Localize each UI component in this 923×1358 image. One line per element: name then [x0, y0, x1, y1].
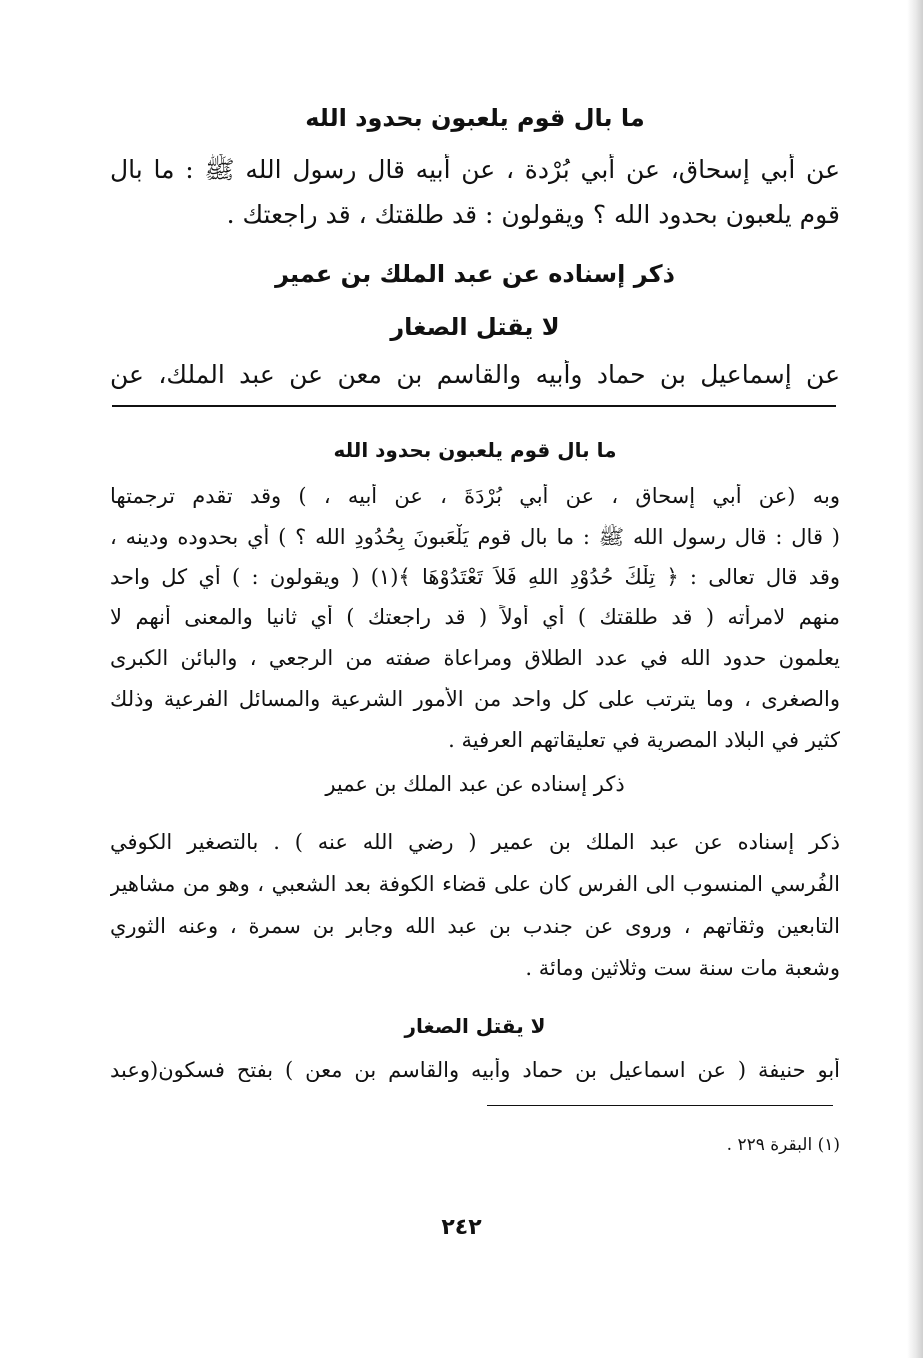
commentary-line: أبو حنيفة ( عن اسماعيل بن حماد وأبيه والقاسم بن معن ) بفتح فسكون(وعبد: [110, 1058, 840, 1082]
footnote-divider: [487, 1105, 833, 1106]
commentary-line: الفُرسي المنسوب الى الفرس كان على قضاء الكوفة بعد الشعبي ، وهو من مشاهير: [110, 872, 840, 896]
commentary-line: ( قال : قال رسول الله ﷺ : ما بال قوم يَلْعَبونَ بِحُدُودِ الله ؟ ) أي بحدوده ودينه ،: [110, 525, 840, 549]
commentary-line: منهم لامرأته ( قد طلقتك ) أي أولاً ( قد راجعتك ) أي ثانيا والمعنى أنهم لا: [110, 605, 840, 629]
main-text-line: عن إسماعيل بن حماد وأبيه والقاسم بن معن عن عبد الملك، عن: [110, 360, 840, 389]
commentary-line: وبه (عن أبي إسحاق ، عن أبي بُرْدَةَ ، عن أبيه ، ) وقد تقدم ترجمتها: [110, 484, 840, 508]
footnote: (١) البقرة ٢٢٩ .: [726, 1135, 840, 1155]
commentary-heading-2: ذكر إسناده عن عبد الملك بن عمير: [325, 772, 625, 796]
commentary-line: وشعبة مات سنة ست وثلاثين ومائة .: [525, 956, 840, 980]
page-number: ٢٤٢: [441, 1215, 482, 1240]
main-heading-1: ما بال قوم يلعبون بحدود الله: [305, 104, 645, 132]
scan-edge-shadow: [907, 0, 923, 1358]
commentary-line: والصغرى ، وما يترتب على كل واحد من الأمور الشرعية والمسائل الفرعية وذلك: [110, 687, 840, 711]
commentary-line: التابعين وثقاتهم ، وروى عن جندب بن عبد الله وجابر بن سمرة ، وعنه الثوري: [110, 914, 840, 938]
commentary-heading-3: لا يقتل الصغار: [404, 1014, 546, 1038]
main-heading-2: ذكر إسناده عن عبد الملك بن عمير: [275, 260, 675, 288]
commentary-heading-1: ما بال قوم يلعبون بحدود الله: [333, 438, 617, 462]
main-text-line: قوم يلعبون بحدود الله ؟ ويقولون : قد طلقتك ، قد راجعتك .: [226, 200, 840, 229]
main-heading-3: لا يقتل الصغار: [390, 313, 560, 341]
commentary-line: كثير في البلاد المصرية في تعليقاتهم العرفية .: [448, 728, 840, 752]
commentary-line: وقد قال تعالى : ﴿ تِلْكَ حُدُوْدِ اللهِ فَلاَ تَعْتَدُوْهَا ﴾(١) ( ويقولون : ) أي كل واحد: [110, 565, 840, 589]
commentary-line: يعلمون حدود الله في عدد الطلاق ومراعاة صفته من الرجعي ، والبائن الكبرى: [110, 646, 840, 670]
main-text-line: عن أبي إسحاق، عن أبي بُرْدة ، عن أبيه قال رسول الله ﷺ : ما بال: [110, 155, 840, 184]
commentary-line: ذكر إسناده عن عبد الملك بن عمير ( رضي الله عنه ) . بالتصغير الكوفي: [110, 830, 840, 854]
section-divider: [112, 405, 836, 407]
